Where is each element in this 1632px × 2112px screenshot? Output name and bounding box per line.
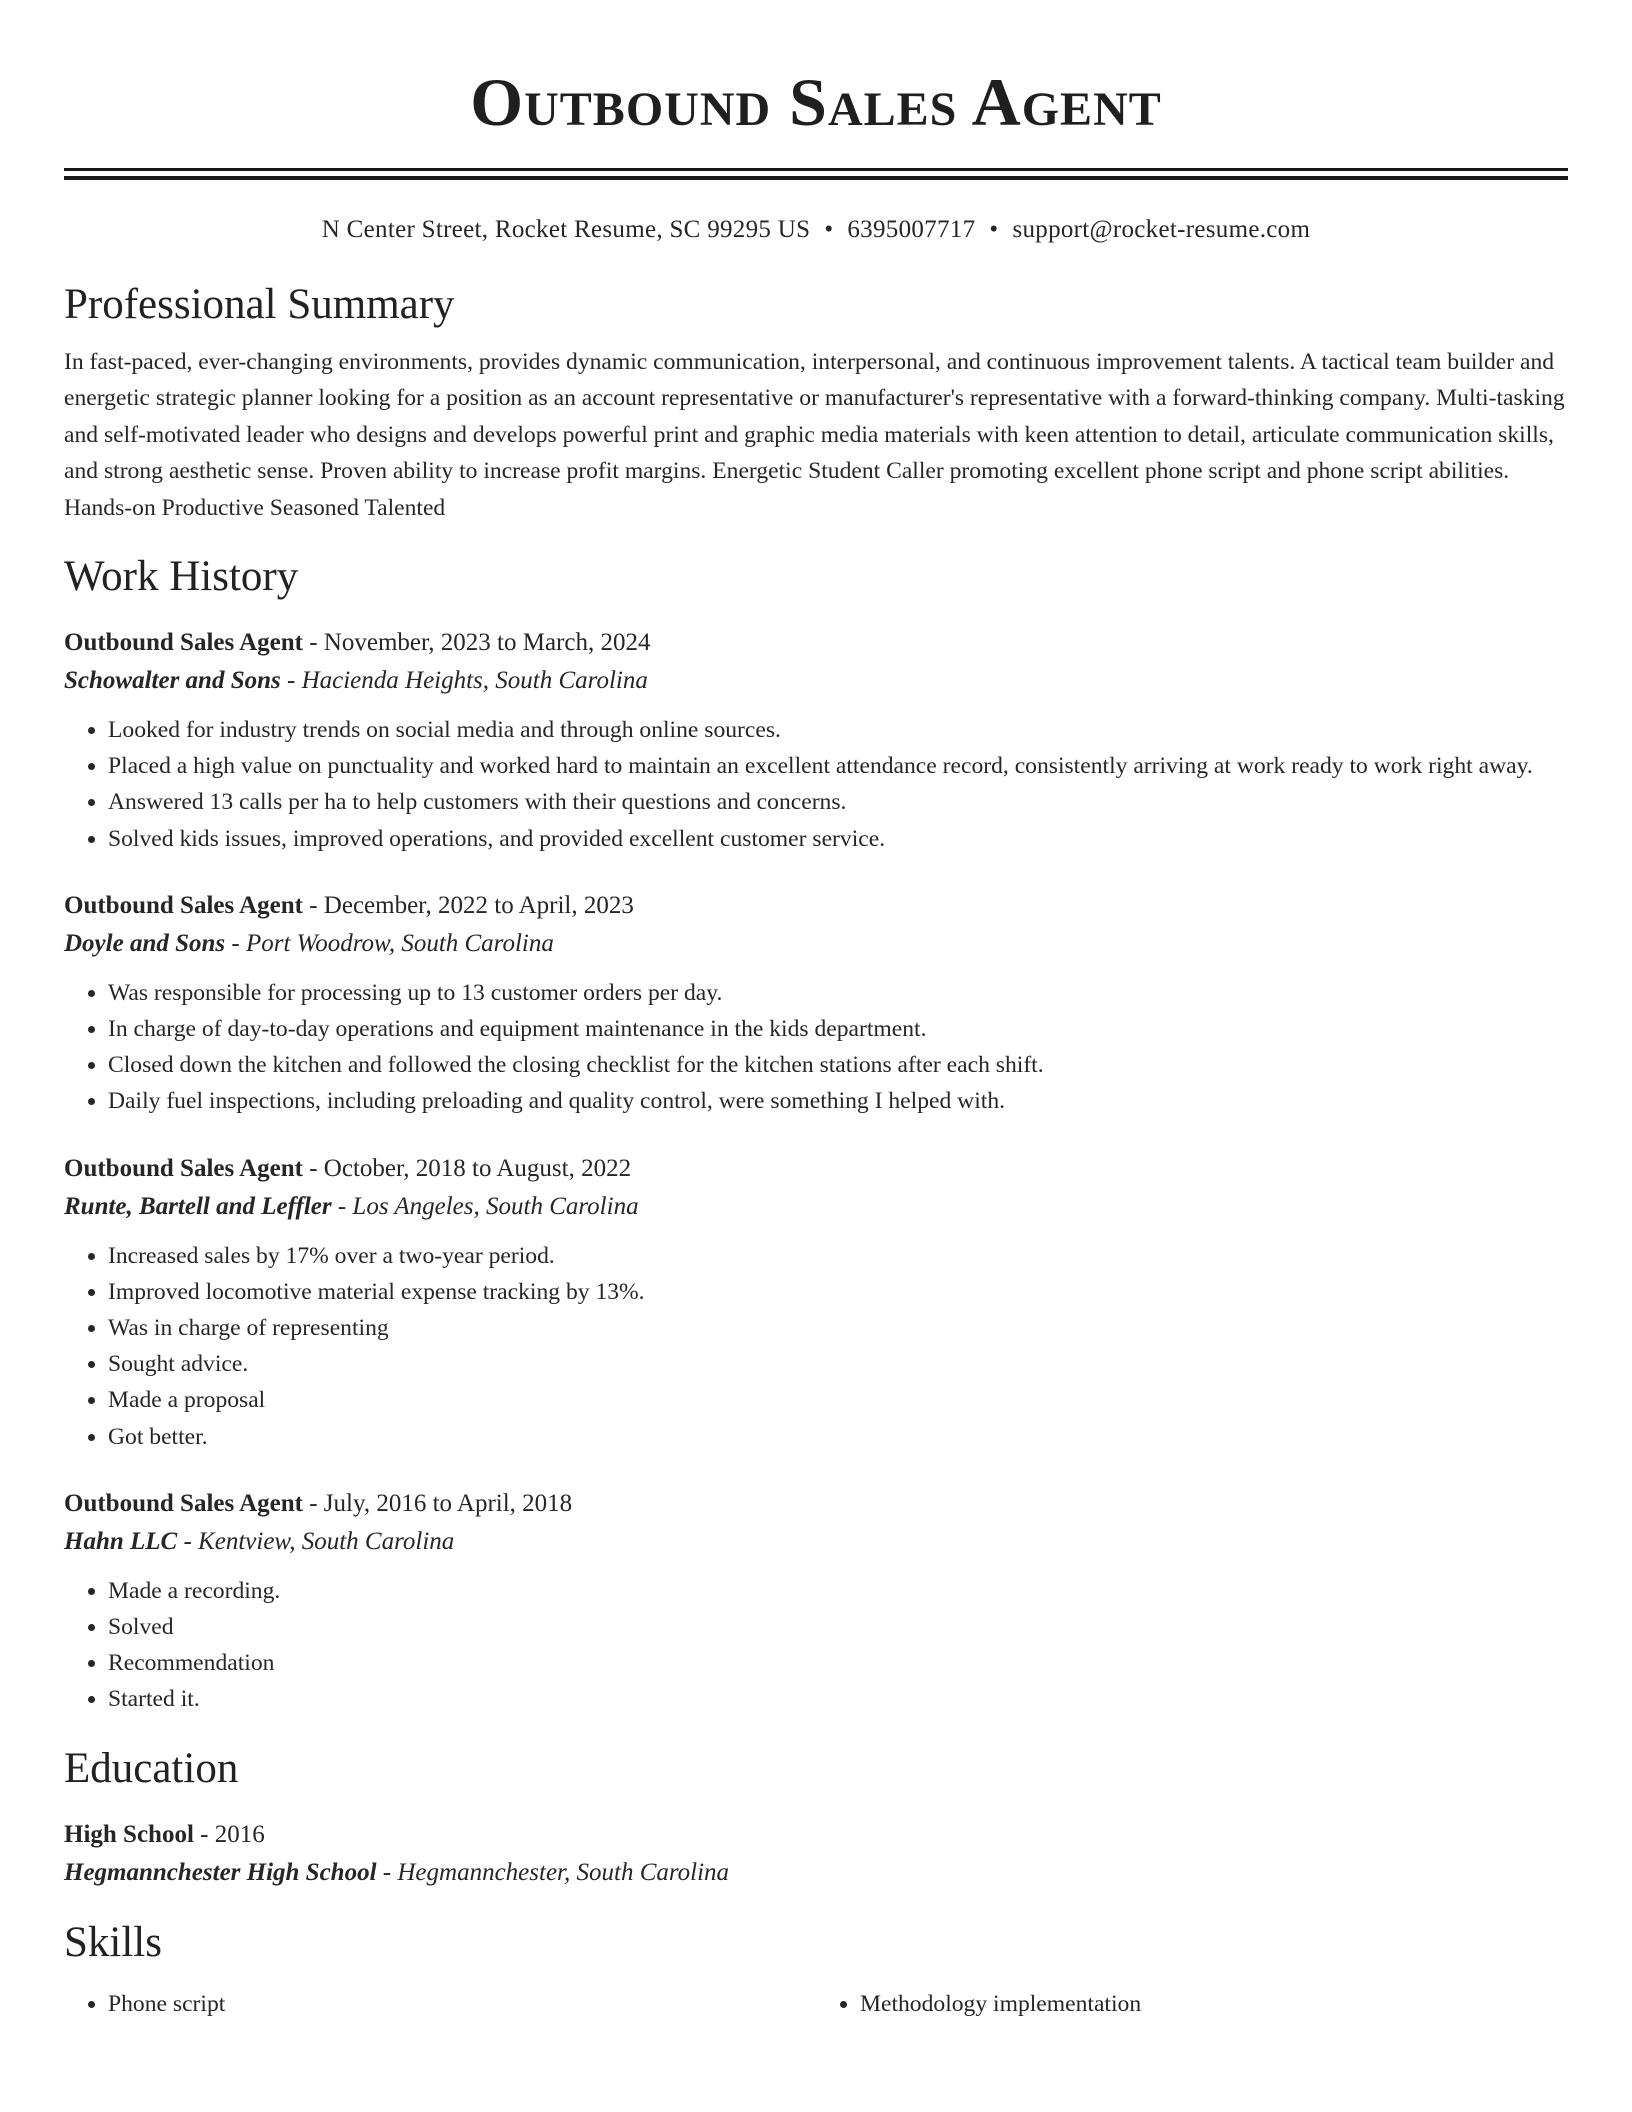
job-title-line: [64, 887, 1568, 925]
header-rule-top: [64, 168, 1568, 171]
list-item: • Looked for industry trends on social media and through online sources.: [108, 712, 1568, 748]
job-role: Outbound Sales Agent: [64, 1154, 303, 1182]
job-dates: - November, 2023 to March, 2024: [302, 629, 651, 657]
list-item: • Placed a high value on punctuality and worked hard to maintain an excellent attendance record, consistently arriving at work ready to work right away.: [108, 748, 1568, 784]
job-location: - Los Angeles, South Carolina: [331, 1192, 639, 1220]
list-item: • Daily fuel inspections, including preloading and quality control, were something I helped with.: [108, 1083, 1568, 1119]
list-item: • Solved kids issues, improved operations, and provided excellent customer service.: [108, 821, 1568, 857]
list-item: • Was responsible for processing up to 13 customer orders per day.: [108, 975, 1568, 1011]
skills-column-right: [838, 1986, 1568, 2022]
job-bullets: [64, 712, 1568, 857]
education-school-line: [64, 1854, 1568, 1892]
job-title-line: [64, 624, 1568, 662]
skills-grid: [64, 1986, 1568, 2022]
job-entry: [64, 887, 1568, 1120]
candidate-name: Outbound Sales Agent: [470, 64, 1162, 140]
list-item: • Made a proposal: [108, 1382, 1568, 1418]
job-bullets: [64, 975, 1568, 1120]
job-company-line: [64, 925, 1568, 963]
job-entry: [64, 1485, 1568, 1718]
education-heading: Education: [64, 1744, 239, 1792]
job-bullets: [64, 1238, 1568, 1455]
list-item: • Answered 13 calls per ha to help customers with their questions and concerns.: [108, 784, 1568, 820]
job-role: Outbound Sales Agent: [64, 629, 303, 657]
list-item: • In charge of day-to-day operations and equipment maintenance in the kids department.: [108, 1011, 1568, 1047]
contact-address: N Center Street, Rocket Resume, SC 99295 US: [321, 216, 811, 243]
list-item: • Solved: [108, 1609, 1568, 1645]
skill-item: • Methodology implementation: [860, 1986, 1568, 2022]
list-item: • Got better.: [108, 1419, 1568, 1455]
contact-separator: •: [824, 216, 834, 243]
list-item: • Sought advice.: [108, 1346, 1568, 1382]
list-item: • Made a recording.: [108, 1573, 1568, 1609]
skills-heading: Skills: [64, 1918, 162, 1966]
skill-item: • Phone script: [108, 1986, 838, 2022]
job-title-line: [64, 1485, 1568, 1523]
list-item: • Closed down the kitchen and followed the closing checklist for the kitchen stations after each shift.: [108, 1047, 1568, 1083]
education-degree-line: [64, 1816, 1568, 1854]
job-dates: - December, 2022 to April, 2023: [302, 891, 634, 919]
job-company-line: [64, 1188, 1568, 1226]
summary-text: In fast-paced, ever-changing environments, provides dynamic communication, interpersonal, and continuous improvement talents. A tactical team builder and energetic strategic planner looking for a position as an account representative or manufacturer's representative with a forward-thinking company. Multi-tasking and self-motivated leader who designs and develops powerful print and graphic media materials with keen attention to detail, articulate communication skills, and strong aesthetic sense. Proven ability to increase profit margins. Energetic Student Caller promoting excellent phone script and phone script abilities. Hands-on Productive Seasoned Talented: [64, 349, 1565, 521]
job-role: Outbound Sales Agent: [64, 1489, 303, 1517]
job-location: - Port Woodrow, South Carolina: [225, 929, 554, 957]
job-bullets: [64, 1573, 1568, 1718]
header-rule-bottom: [64, 176, 1568, 180]
job-company: Hahn LLC: [64, 1527, 178, 1555]
list-item: • Recommendation: [108, 1645, 1568, 1681]
job-company-line: [64, 1523, 1568, 1561]
list-item: • Improved locomotive material expense tracking by 13%.: [108, 1274, 1568, 1310]
job-dates: - July, 2016 to April, 2018: [302, 1489, 573, 1517]
education-location: - Hegmannchester, South Carolina: [376, 1858, 730, 1886]
education-degree: High School: [64, 1820, 194, 1848]
skills-column-left: [108, 1986, 838, 2022]
job-location: - Hacienda Heights, South Carolina: [280, 667, 648, 695]
job-company-line: [64, 662, 1568, 700]
list-item: • Was in charge of representing: [108, 1310, 1568, 1346]
job-dates: - October, 2018 to August, 2022: [302, 1154, 632, 1182]
job-entry: [64, 1150, 1568, 1455]
job-company: Schowalter and Sons: [64, 667, 281, 695]
education-school: Hegmannchester High School: [64, 1858, 377, 1886]
summary-heading: Professional Summary: [64, 281, 455, 328]
education-year: - 2016: [193, 1820, 265, 1848]
job-location: - Kentview, South Carolina: [177, 1527, 455, 1555]
job-role: Outbound Sales Agent: [64, 891, 303, 919]
contact-phone: 6395007717: [847, 216, 976, 243]
contact-email: support@rocket-resume.com: [1012, 216, 1311, 243]
work-history-heading: Work History: [64, 553, 299, 601]
job-title-line: [64, 1150, 1568, 1188]
contact-line: [64, 212, 1568, 248]
education-entry: [64, 1816, 1568, 1892]
job-entry: [64, 624, 1568, 857]
contact-separator: •: [989, 216, 999, 243]
job-company: Doyle and Sons: [64, 929, 226, 957]
list-item: • Started it.: [108, 1681, 1568, 1717]
job-company: Runte, Bartell and Leffler: [64, 1192, 332, 1220]
list-item: • Increased sales by 17% over a two-year period.: [108, 1238, 1568, 1274]
